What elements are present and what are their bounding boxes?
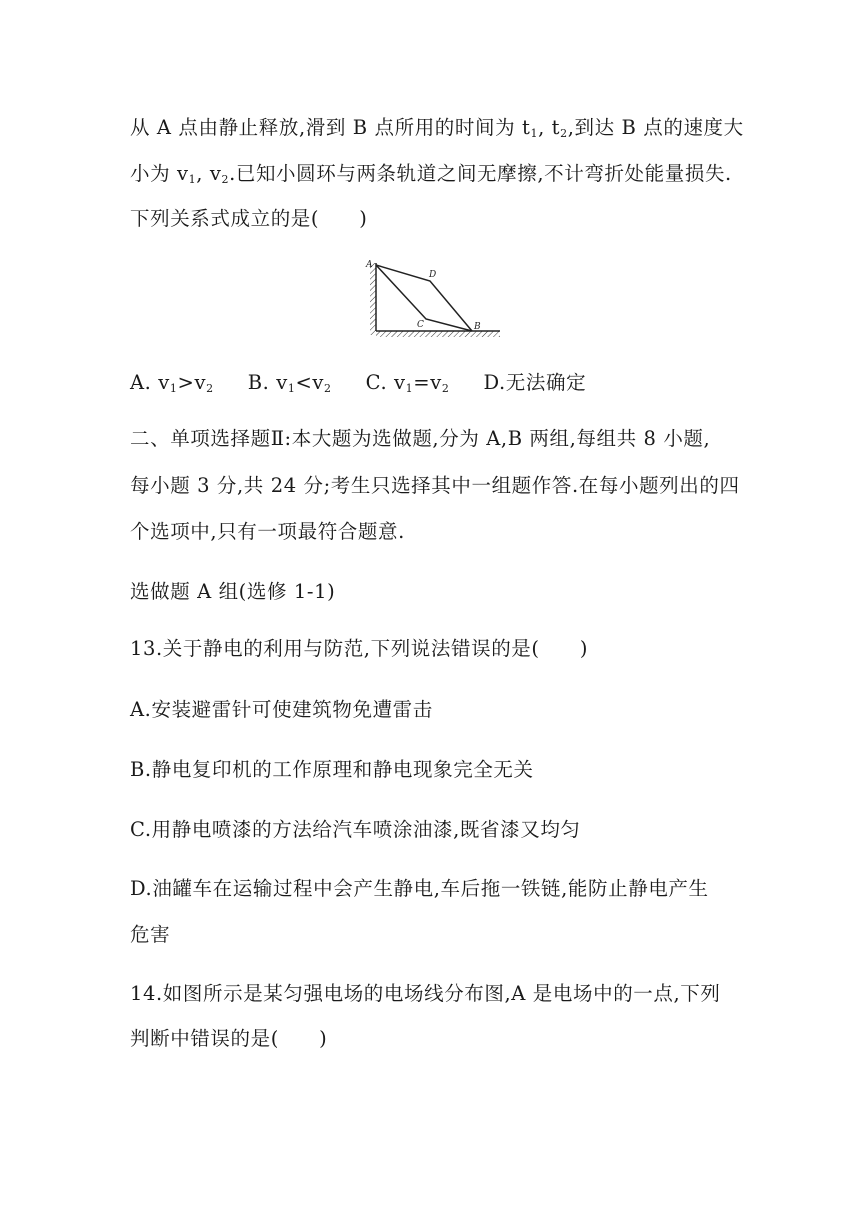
label-a: A [366,260,373,270]
q13-option-a: A.安装避雷针可使建筑物免遭雷击 [130,698,433,721]
q12-option-d: D.无法确定 [483,371,587,394]
q12-option-b: B. $v_1<v_2$ [247,371,332,395]
q13-option-d-cont: 危害 [130,923,171,946]
q12-intro-line-3: 下列关系式成立的是( ) [130,207,368,230]
label-c: C [417,320,424,330]
floor-hatch [376,331,500,337]
q13-option-b: B.静电复印机的工作原理和静电现象完全无关 [130,758,534,781]
track-acb [376,265,472,331]
wall-hatch [370,263,376,335]
section-heading-line-1: 二、单项选择题Ⅱ:本大题为选做题,分为 A,B 两组,每组共 8 小题, [130,427,711,450]
q13-option-c: C.用静电喷漆的方法给汽车喷涂油漆,既省漆又均匀 [130,818,581,841]
track-adb [376,265,472,331]
q12-text: 小为 v [130,162,189,185]
q14-stem-line-2: 判断中错误的是( ) [130,1027,328,1050]
q12-text: .已知小圆环与两条轨道之间无摩擦,不计弯折处能量损失. [229,162,732,185]
q12-text: , t [538,116,561,139]
q12-intro-line-1 [130,114,744,142]
subscript: 1 [530,127,539,140]
q13-stem: 13.关于静电的利用与防范,下列说法错误的是( ) [130,637,589,660]
q12-text: , v [196,162,222,185]
q12-text: ,到达 B 点的速度大 [567,116,744,139]
section-heading-line-2: 每小题 3 分,共 24 分;考生只选择其中一组题作答.在每小题列出的四 [130,474,740,497]
group-label: 选做题 A 组(选修 1-1) [130,580,336,603]
subscript: 2 [221,173,230,186]
section-heading-line-3: 个选项中,只有一项最符合题意. [130,520,405,543]
q14-stem-line-1: 14.如图所示是某匀强电场的电场线分布图,A 是电场中的一点,下列 [130,982,721,1005]
q12-option-c: C. $v_1=v_2$ [365,371,450,395]
label-b: B [474,322,481,332]
subscript: 2 [560,127,568,140]
q12-options [130,369,586,397]
subscript: 1 [188,173,197,186]
q12-text: 从 A 点由静止释放,滑到 B 点所用的时间为 t [130,116,531,139]
q12-option-a: A. $v_1>v_2$ [130,371,214,395]
label-d: D [429,270,437,280]
track-diagram [362,253,502,343]
q13-option-d: D.油罐车在运输过程中会产生静电,车后拖一铁链,能防止静电产生 [130,877,709,900]
q12-intro-line-2 [130,160,732,188]
